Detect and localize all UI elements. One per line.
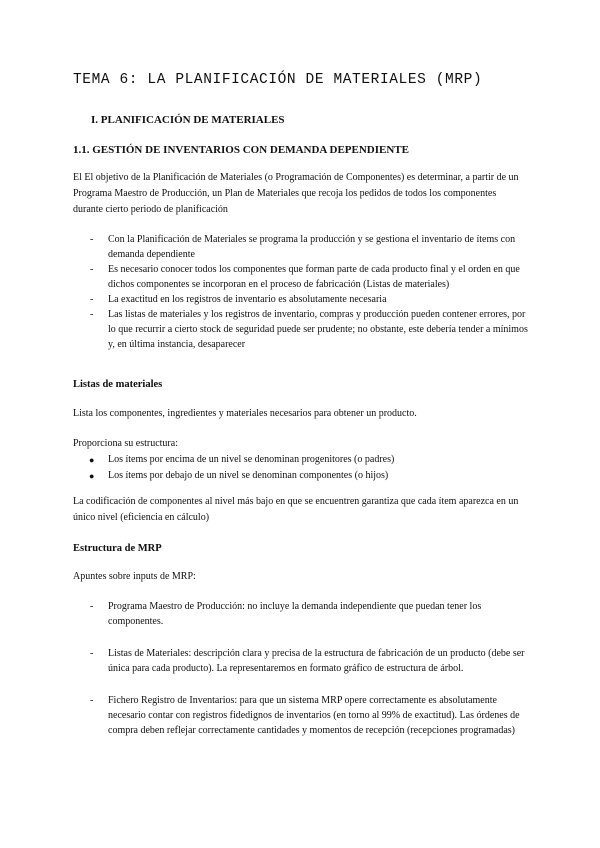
dash-marker: - [90, 309, 94, 320]
list-item [90, 693, 528, 738]
list-item-text: Con la Planificación de Materiales se programa la producción y se gestiona el inventario de ítems con demanda dependiente [108, 234, 516, 260]
subsection-heading-gestion-inventarios: 1.1. GESTIÓN DE INVENTARIOS CON DEMANDA DEPENDIENTE [73, 144, 409, 156]
dash-marker: - [90, 264, 94, 275]
list-item-text: Es necesario conocer todos los componentes que forman parte de cada producto final y el orden en que dichos componentes se incorporan en el proceso de fabricación (Listas de materiales) [108, 264, 520, 290]
mrp-inputs-list [90, 599, 528, 738]
list-item-text: Las listas de materiales y los registros de inventario, compras y producción pueden contener errores, por lo que recurrir a cierto stock de seguridad puede ser prudente; no obstante, este debería tender a mínimos y, en última instancia, desaparecer [108, 309, 528, 350]
list-item-text: Programa Maestro de Producción: no incluye la demanda independiente que puedan tener los componentes. [108, 601, 482, 627]
estructura-mrp-heading: Estructura de MRP [73, 543, 162, 554]
dash-marker: - [90, 648, 94, 659]
dash-marker: - [90, 234, 94, 245]
list-item-text: Listas de Materiales: descripción clara y precisa de la estructura de fabricación de un producto (debe ser única para cada producto). La representaremos en formato gráfico de estructura de árbol. [108, 648, 525, 674]
document-title: TEMA 6: LA PLANIFICACIÓN DE MATERIALES (MRP) [73, 72, 483, 88]
section-heading-planificacion: I. PLANIFICACIÓN DE MATERIALES [91, 114, 285, 126]
apuntes-paragraph: Apuntes sobre inputs de MRP: [73, 571, 196, 582]
dash-marker: - [90, 695, 94, 706]
listas-materiales-heading: Listas de materiales [73, 379, 163, 390]
list-item [89, 468, 519, 484]
list-item-text: Los ítems por encima de un nivel se denominan progenitores (o padres) [108, 454, 395, 465]
list-item [90, 292, 528, 307]
list-item-text: Fichero Registro de Inventarios: para que un sistema MRP opere correctamente es absolutamente necesario contar con registros fidedignos de inventarios (en torno al 99% de exactitud). Las órdenes de compra deben reflejar correctamente cantidades y momentos de recepción (recepciones programadas) [108, 695, 520, 736]
list-item [90, 599, 528, 629]
list-item [90, 262, 528, 292]
list-item-text: La exactitud en los registros de inventario es absolutamente necesaria [108, 294, 387, 305]
estructura-intro: Proporciona su estructura: [73, 438, 178, 449]
bullet-marker: ● [89, 455, 95, 465]
list-item [90, 232, 528, 262]
dash-marker: - [90, 601, 94, 612]
structure-bullet-list [89, 452, 519, 484]
list-item [89, 452, 519, 468]
listas-definition: Lista los componentes, ingredientes y materiales necesarios para obtener un producto. [73, 408, 417, 419]
codificacion-paragraph: La codificación de componentes al nivel más bajo en que se encuentren garantiza que cada ítem aparezca en un único nivel (eficiencia en cálculo) [73, 496, 519, 523]
dash-marker: - [90, 294, 94, 305]
planning-points-list [90, 232, 528, 352]
bullet-marker: ● [89, 471, 95, 481]
list-item [90, 307, 528, 352]
list-item [90, 646, 528, 676]
list-item-text: Los ítems por debajo de un nivel se denominan componentes (o hijos) [108, 470, 389, 481]
intro-paragraph: El El objetivo de la Planificación de Materiales (o Programación de Componentes) es determinar, a partir de un Programa Maestro de Producción, un Plan de Materiales que recoja los pedidos de todos los componentes durante cierto periodo de planificación [73, 172, 519, 215]
